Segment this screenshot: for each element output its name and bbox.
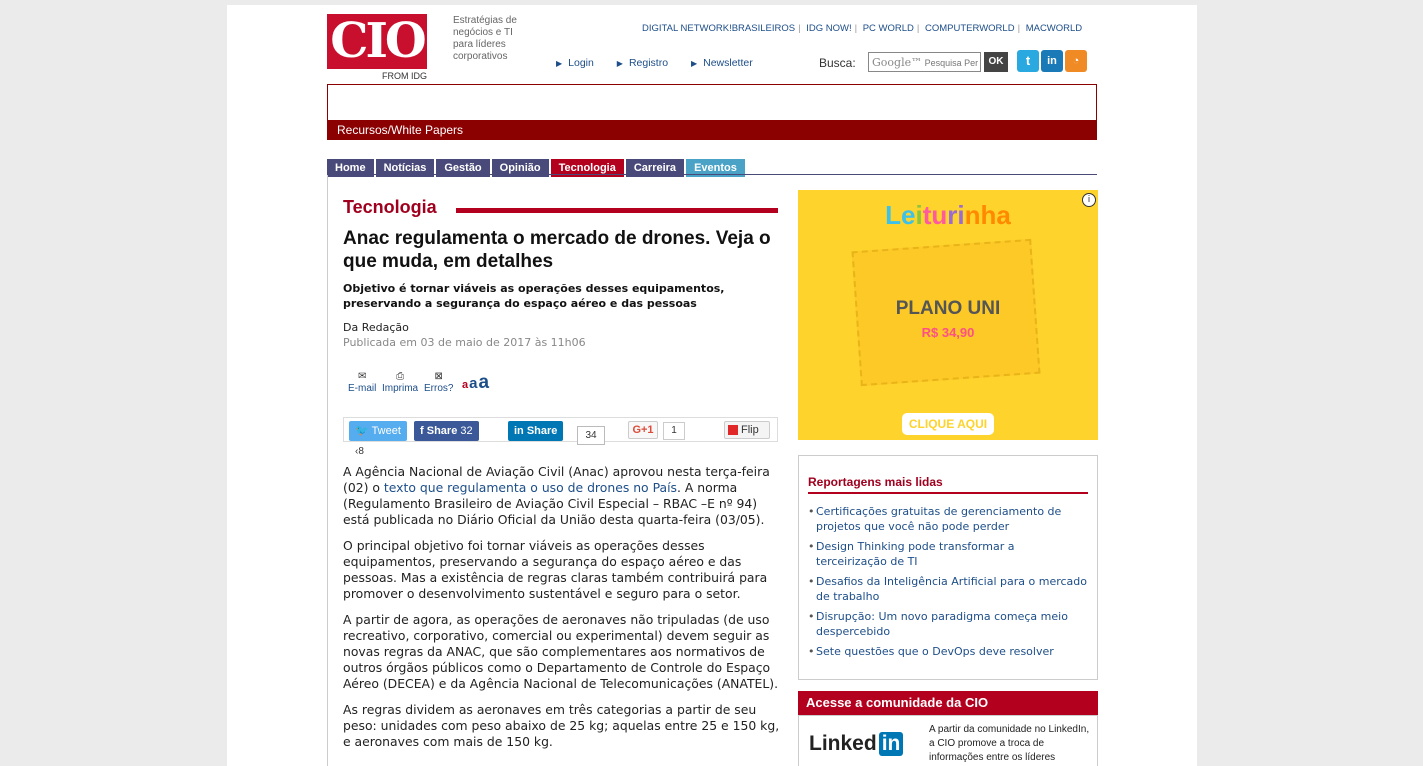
network-link[interactable]: IDG NOW!: [806, 23, 852, 34]
facebook-share-button[interactable]: f Share 32: [414, 421, 479, 441]
most-read-item[interactable]: • Sete questões que o DevOps deve resolver: [808, 644, 1088, 659]
font-large-button[interactable]: a: [478, 372, 490, 393]
column-border: [327, 175, 328, 766]
twitter-icon: 🐦: [355, 425, 372, 437]
search-input[interactable]: [868, 52, 981, 72]
linkedin-icon[interactable]: in: [1041, 50, 1063, 72]
paragraph: O principal objetivo foi tornar viáveis as operações desses equipamentos, preservando a segurança do espaço aéreo e das pessoas. Mas a existência de regras claras também contribuirá para promover o desenvolvimento sustentável e seguro para o setor.: [343, 538, 768, 601]
linkedin-logo[interactable]: Linked in: [809, 732, 903, 756]
section-title: Tecnologia: [343, 197, 437, 217]
tab-noticias[interactable]: Notícias: [376, 159, 435, 177]
user-links: [556, 57, 773, 69]
ad-info-icon[interactable]: i: [1082, 193, 1096, 207]
newsletter-link[interactable]: ▶ Newsletter: [690, 57, 753, 69]
print-icon: ⎙: [396, 371, 405, 382]
network-link[interactable]: COMPUTERWORLD: [925, 23, 1015, 34]
article-date: Publicada em 03 de maio de 2017 às 11h06: [343, 336, 586, 349]
tweet-count: ‹8: [355, 446, 364, 457]
leiturinha-ad[interactable]: [798, 190, 1098, 440]
google-logo: Google™: [872, 56, 923, 69]
share-bar: [343, 417, 778, 442]
community-description: A partir da comunidade no LinkedIn, a CIO promove a troca de informações entre os líderes: [929, 724, 1090, 763]
search-label: Busca:: [819, 56, 856, 70]
email-tool[interactable]: ✉ E-mail: [348, 371, 377, 394]
rss-icon[interactable]: ◔: [1065, 50, 1087, 72]
tab-tecnologia[interactable]: Tecnologia: [551, 159, 624, 177]
section-rule: [456, 208, 778, 213]
font-size-controls: [462, 372, 490, 394]
paragraph: A partir de agora, as operações de aeronaves não tripuladas (de uso recreativo, corporativo, comercial ou experimental) devem seguir as novas regras da ANAC, que são complementares aos normativos de outros órgãos públicos como o Departamento de Controle do Espaço Aéreo (DECEA) e da Agência Nacional de Telecomunicações (ANATEL).: [343, 612, 779, 691]
resources-bar[interactable]: Recursos/White Papers: [327, 120, 1097, 140]
tab-home[interactable]: Home: [327, 159, 374, 177]
ad-plan: PLANO UNI: [895, 298, 1001, 319]
ad-price: R$ 34,90: [921, 325, 975, 340]
arrow-icon: ▶: [690, 59, 698, 68]
ad-cta-button[interactable]: CLIQUE AQUI: [902, 413, 994, 435]
cio-logo[interactable]: [327, 14, 427, 80]
tab-opiniao[interactable]: Opinião: [492, 159, 549, 177]
arrow-icon: ▶: [556, 59, 563, 68]
most-read-item[interactable]: • Design Thinking pode transformar a terceirização de TI: [808, 539, 1088, 569]
main-nav: [327, 156, 747, 174]
most-read-item[interactable]: • Certificações gratuitas de gerenciamento de projetos que você não pode perder: [808, 504, 1088, 534]
community-box: [798, 715, 1098, 766]
network-link[interactable]: MACWORLD: [1025, 23, 1083, 34]
twitter-icon[interactable]: t: [1017, 50, 1039, 72]
arrow-icon: ▶: [616, 59, 623, 68]
tab-eventos[interactable]: Eventos: [686, 159, 745, 177]
logo-subtitle: FROM IDG: [382, 71, 427, 81]
tweet-button[interactable]: 🐦 Tweet: [349, 421, 407, 441]
tab-gestao[interactable]: Gestão: [436, 159, 489, 177]
paragraph: A Agência Nacional de Aviação Civil (Anac) aprovou nesta terça-feira (02) o texto que regulamenta o uso de drones no País. A norma (Regulamento Brasileiro de Aviação Civil Especial – RBAC –E nº 94) está publicada no Diário Oficial da União desta quarta-feira (03/05).: [343, 464, 770, 527]
most-read-box: [798, 455, 1098, 680]
flipboard-button[interactable]: Flip: [724, 421, 770, 439]
site-tagline: Estratégias de negócios e TI para líderes corporativos: [453, 15, 517, 62]
most-read-item[interactable]: • Desafios da Inteligência Artificial para o mercado de trabalho: [808, 574, 1088, 604]
linkedin-icon: in: [514, 425, 527, 437]
network-links: DIGITAL NETWORK!BRASILEIROS | IDG NOW! | PC WORLD | COMPUTERWORLD | MACWORLD: [642, 23, 1083, 34]
regulation-link[interactable]: texto que regulamenta o uso de drones no País: [383, 480, 677, 495]
errors-tool[interactable]: ⊠ Erros?: [424, 371, 454, 394]
article-headline: Anac regulamenta o mercado de drones. Veja o que muda, em detalhes: [343, 228, 771, 272]
logo-mark: CIO: [327, 14, 427, 69]
community-title: Acesse a comunidade da CIO: [798, 691, 1098, 715]
flipboard-icon: [728, 425, 738, 435]
ad-brand-logo: Leiturinha: [885, 200, 1011, 230]
article-author: Da Redação: [343, 321, 409, 334]
report-error-icon: ⊠: [434, 371, 443, 382]
print-tool[interactable]: ⎙ Imprima: [382, 371, 419, 394]
article-body: [343, 464, 783, 760]
paragraph: As regras dividem as aeronaves em três categorias a partir de seu peso: unidades com peso abaixo de 25 kg; aquelas entre 25 e 150 kg, e aeronaves com mais de 150 kg.: [343, 702, 780, 749]
linkedin-share-count: 34: [577, 426, 605, 445]
gplus-button[interactable]: G+1: [628, 421, 658, 439]
gplus-count: 1: [663, 422, 685, 440]
search-placeholder: Pesquisa Per: [924, 58, 979, 68]
linkedin-share-button[interactable]: in Share: [508, 421, 563, 441]
article-deck: Objetivo é tornar viáveis as operações desses equipamentos, preservando a segurança do espaço aéreo e das pessoas: [343, 282, 725, 310]
tab-carreira[interactable]: Carreira: [626, 159, 684, 177]
font-medium-button[interactable]: a: [469, 375, 478, 392]
facebook-icon: f: [420, 425, 427, 437]
login-link[interactable]: ▶ Login: [556, 57, 594, 69]
most-read-item[interactable]: • Disrupção: Um novo paradigma começa meio despercebido: [808, 609, 1088, 639]
email-icon: ✉: [357, 371, 367, 382]
network-link[interactable]: PC WORLD: [862, 23, 914, 34]
network-link[interactable]: DIGITAL NETWORK!BRASILEIROS: [642, 23, 796, 34]
nav-divider: [327, 174, 1097, 175]
font-small-button[interactable]: a: [462, 379, 469, 391]
most-read-title: Reportagens mais lidas: [808, 475, 1088, 494]
search-button[interactable]: OK: [984, 52, 1008, 72]
page-container: [227, 5, 1197, 766]
register-link[interactable]: ▶ Registro: [616, 57, 669, 69]
